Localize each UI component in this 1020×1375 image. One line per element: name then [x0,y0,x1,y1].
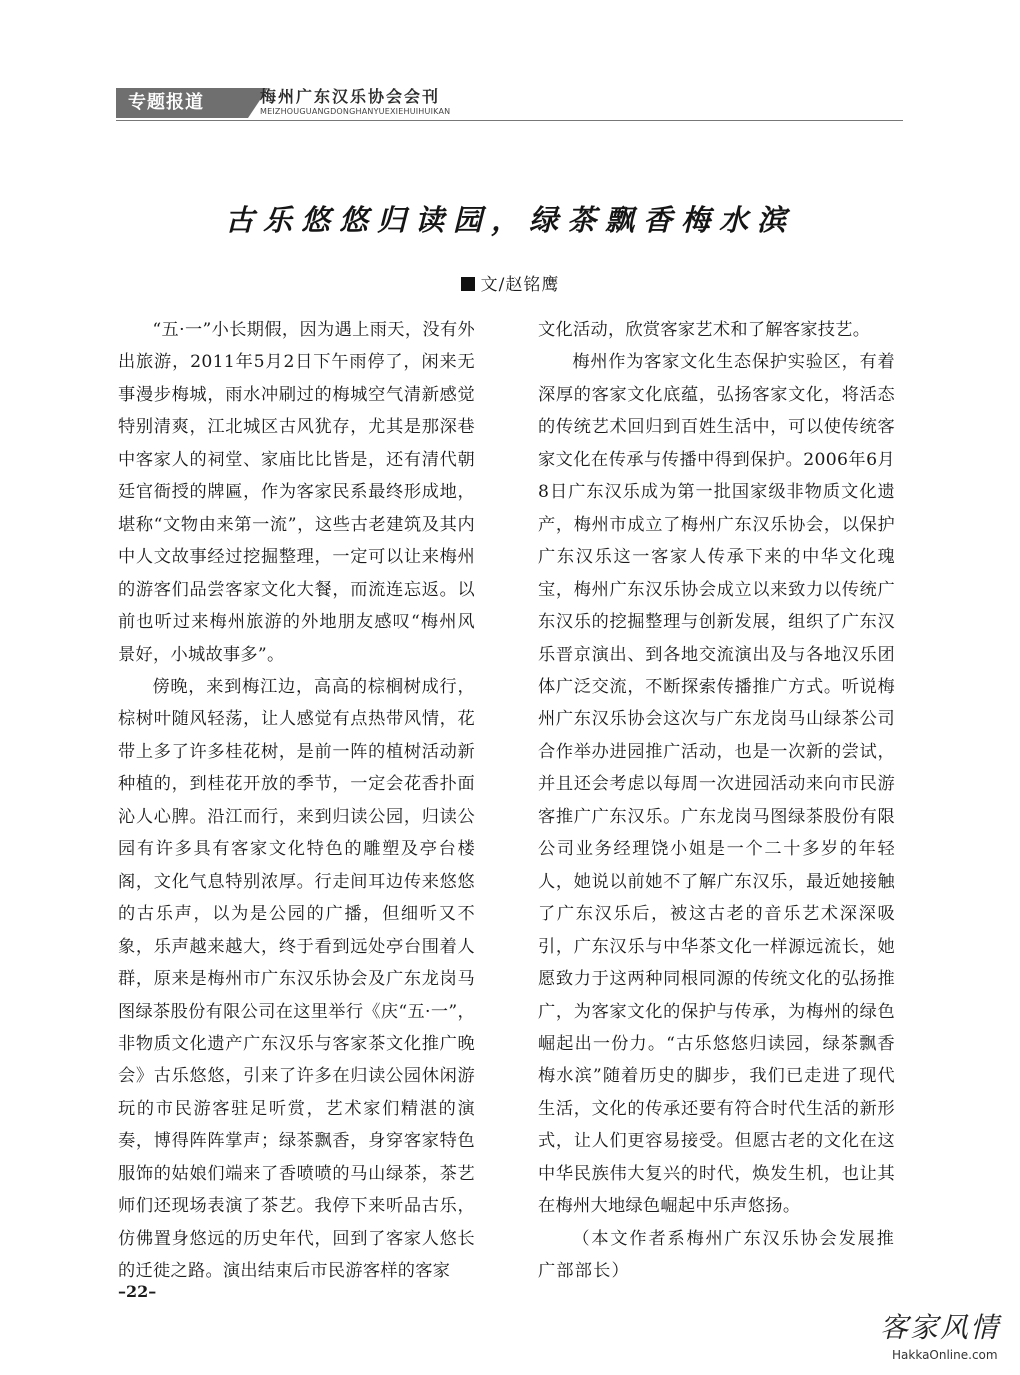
byline [0,270,1020,295]
byline-square-icon [461,277,475,291]
byline-text: 文/赵铭鹰 [480,275,560,295]
author-note: （本文作者系梅州广东汉乐协会发展推广部部长） [538,1228,895,1282]
paragraph: “五·一”小长期假，因为遇上雨天，没有外出旅游，2011年5月2日下午雨停了，闲来无事漫步梅城，雨水冲刷过的梅城空气清新感觉特别清爽，江北城区古风犹存，尤其是那深巷中客家人的祠堂、家庙比比皆是，还有清代朝廷官衙授的牌匾，作为客家民系最终形成地，堪称“文物由来第一流”，这些古老建筑及其内中人文故事经过挖掘整理，一定可以让来梅州的游客们品尝客家文化大餐，而流连忘返。以前也听过来梅州旅游的外地朋友感叹“梅州风景好，小城故事多”。 [118,320,475,665]
article-title: 古乐悠悠归读园，绿茶飘香梅水滨 [224,203,795,237]
header-divider [116,120,903,121]
paragraph: 梅州作为客家文化生态保护实验区，有着深厚的客家文化底蕴，弘扬客家文化，将活态的传统艺术回归到百姓生活中，可以使传统客家文化在传承与传播中得到保护。2006年6月8日广东汉乐成为第一批国家级非物质文化遗产，梅州市成立了梅州广东汉乐协会，以保护广东汉乐这一客家人传承下来的中华文化瑰宝，梅州广东汉乐协会成立以来致力以传统广东汉乐的挖掘整理与创新发展，组织了广东汉乐晋京演出、到各地交流演出及与各地汉乐团体广泛交流，不断探索传播推广方式。听说梅州广东汉乐协会这次与广东龙岗马山绿茶公司合作举办进园推广活动，也是一次新的尝试，并且还会考虑以每周一次进园活动来向市民游客推广广东汉乐。广东龙岗马图绿茶股份有限公司业务经理饶小姐是一个二十多岁的年轻人，她说以前她不了解广东汉乐，最近她接触了广东汉乐后，被这古老的音乐艺术深深吸引，广东汉乐与中华茶文化一样源远流长，她愿致力于这两种同根同源的传统文化的弘扬推广，为客家文化的保护与传承，为梅州的绿色崛起出一份力。“古乐悠悠归读园，绿茶飘香梅水滨”随着历史的脚步，我们已走进了现代生活，文化的传承还要有符合时代生活的新形式，让人们更容易接受。但愿古老的文化在这中华民族伟大复兴的时代，焕发生机，也让其在梅州大地绿色崛起中乐声悠扬。 [538,352,895,1217]
watermark-url: HakkaOnline.com [892,1348,998,1362]
right-column [538,314,895,1288]
page-number: –22– [118,1282,157,1301]
page-header [116,88,903,118]
left-column [118,314,475,1288]
journal-pinyin: MEIZHOUGUANGDONGHANYUEXIEHUIHUIKAN [260,107,451,116]
paragraph: 文化活动，欣赏客家艺术和了解客家技艺。 [538,320,871,340]
paragraph: 傍晚，来到梅江边，高高的棕榈树成行，棕树叶随风轻荡，让人感觉有点热带风情，花带上多了许多桂花树，是前一阵的植树活动新种植的，到桂花开放的季节，一定会花香扑面沁人心脾。沿江而行，来到归读公园，归读公园有许多具有客家文化特色的雕塑及亭台楼阁，文化气息特别浓厚。行走间耳边传来悠悠的古乐声，以为是公园的广播，但细听又不象，乐声越来越大，终于看到远处亭台围着人群，原来是梅州市广东汉乐协会及广东龙岗马图绿茶股份有限公司在这里举行《庆“五·一”，非物质文化遗产广东汉乐与客家茶文化推广晚会》古乐悠悠，引来了许多在归读公园休闲游玩的市民游客驻足听赏，艺术家们精湛的演奏，博得阵阵掌声；绿茶飘香，身穿客家特色服饰的姑娘们端来了香喷喷的马山绿茶，茶艺师们还现场表演了茶艺。我停下来听品古乐，仿佛置身悠远的历史年代，回到了客家人悠长的迁徙之路。演出结束后市民游客样的客家 [118,676,475,1282]
journal-title: 梅州广东汉乐协会会刊 [260,87,441,106]
section-label: 专题报道 [116,88,248,118]
watermark-text: 客家风情 [880,1311,1001,1344]
